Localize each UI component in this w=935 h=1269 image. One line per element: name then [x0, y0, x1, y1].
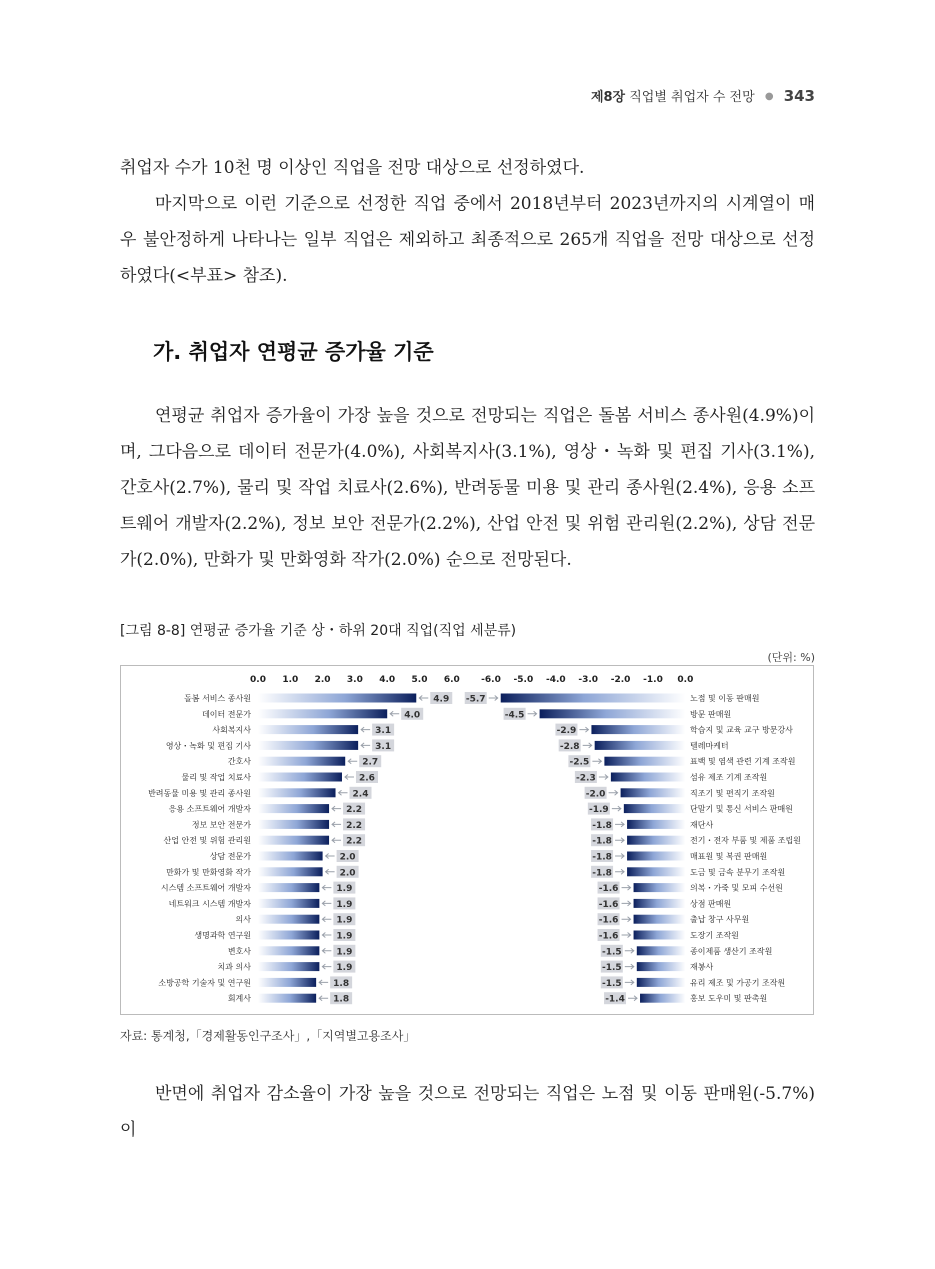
right-arrow-icon [528, 711, 537, 716]
right-axis-tick-label: -5.0 [513, 675, 534, 685]
left-data-label: 1.9 [336, 915, 353, 926]
right-data-label: -2.8 [559, 741, 580, 752]
right-axis-tick-label: -4.0 [545, 675, 566, 685]
right-arrow-icon [622, 917, 631, 922]
right-data-label: -2.0 [585, 789, 606, 800]
left-data-label: 3.1 [375, 726, 392, 737]
right-data-label: -2.3 [576, 773, 596, 784]
left-bar [258, 962, 319, 971]
left-data-label: 4.9 [433, 694, 450, 705]
left-bar [258, 836, 329, 845]
left-axis-tick-label: 4.0 [379, 675, 396, 685]
left-data-label: 1.9 [336, 947, 353, 958]
left-data-label: 1.9 [336, 931, 353, 942]
right-category-label: 표백 및 염색 관련 기계 조작원 [690, 757, 796, 767]
left-arrow-icon [322, 948, 331, 953]
right-category-label: 의복・가죽 및 모피 수선원 [690, 883, 783, 893]
right-bar [634, 915, 686, 924]
right-axis-tick-label: -3.0 [578, 675, 599, 685]
right-bar [591, 725, 685, 734]
left-arrow-icon [326, 869, 335, 874]
right-category-label: 재단사 [690, 820, 714, 830]
right-axis-tick-label: -1.0 [643, 675, 663, 685]
left-data-label: 1.8 [333, 994, 350, 1005]
left-bar [258, 899, 319, 908]
left-bar [258, 788, 336, 797]
right-data-label: -1.6 [598, 899, 619, 910]
left-data-label: 2.0 [339, 868, 356, 879]
right-category-label: 종이제품 생산기 조작원 [690, 946, 773, 956]
left-category-label: 산업 안전 및 위험 관리원 [163, 836, 251, 846]
right-bar [637, 962, 686, 971]
right-data-label: -2.9 [556, 726, 577, 737]
right-category-label: 출납 창구 사무원 [690, 915, 750, 925]
right-data-label: -1.6 [598, 915, 619, 926]
right-category-label: 재봉사 [690, 962, 714, 972]
paragraph-2: 마지막으로 이런 기준으로 선정한 직업 중에서 2018년부터 2023년까지의 시계열이 매우 불안정하게 나타나는 일부 직업은 제외하고 최종적으로 265개 직업을 전망 대상으로 선정하였다(<부표> 참조). [120, 194, 815, 286]
left-category-label: 만화가 및 만화영화 작가 [166, 867, 251, 877]
figure-source: 자료: 통계청,「경제활동인구조사」,「지역별고용조사」 [120, 1029, 416, 1043]
left-data-label: 2.2 [346, 836, 363, 847]
left-category-label: 네트워크 시스템 개발자 [168, 899, 251, 909]
left-arrow-icon [332, 838, 341, 843]
right-category-label: 유리 제조 및 가공기 조작원 [690, 978, 786, 988]
right-data-label: -1.8 [592, 852, 612, 863]
left-category-label: 생명과학 연구원 [194, 931, 251, 940]
right-data-label: -1.5 [601, 947, 622, 958]
right-bar [627, 820, 685, 829]
right-category-label: 전기・전자 부품 및 제품 조립원 [690, 836, 801, 846]
right-axis-tick-label: -2.0 [610, 675, 631, 685]
right-arrow-icon [625, 980, 634, 985]
right-bar [634, 931, 686, 940]
right-category-label: 홍보 도우미 및 판촉원 [690, 994, 768, 1004]
running-header [591, 86, 815, 105]
left-axis-tick-label: 1.0 [282, 675, 299, 685]
left-category-label: 정보 보안 전문가 [191, 820, 251, 830]
right-data-label: -1.9 [588, 805, 609, 816]
right-bar [627, 852, 685, 861]
right-arrow-icon [622, 885, 631, 890]
right-category-label: 직조기 및 편직기 조작원 [690, 788, 775, 798]
left-category-label: 사회복지사 [212, 725, 251, 735]
chart-svg [121, 666, 815, 1016]
right-axis-tick-label: 0.0 [677, 675, 694, 685]
left-data-label: 1.9 [336, 884, 353, 895]
left-arrow-icon [390, 711, 399, 716]
right-arrow-icon [489, 696, 498, 701]
right-data-label: -4.5 [504, 710, 525, 721]
page-number: 343 [783, 87, 815, 105]
right-category-label: 노점 및 이동 판매원 [690, 694, 760, 703]
left-category-label: 돌봄 서비스 종사원 [184, 694, 251, 703]
paragraph-1: 취업자 수가 10천 명 이상인 직업을 전망 대상으로 선정하였다. [120, 158, 585, 178]
left-arrow-icon [322, 917, 331, 922]
right-arrow-icon [579, 727, 588, 732]
right-arrow-icon [625, 964, 634, 969]
right-bar [595, 741, 686, 750]
right-category-label: 섬유 제조 기계 조작원 [690, 773, 768, 782]
right-data-label: -1.6 [598, 884, 619, 895]
right-data-label: -1.8 [592, 820, 612, 831]
chapter-number: 제8장 [590, 90, 626, 105]
right-bar [627, 836, 685, 845]
figure-caption: [그림 8-8] 연평균 증가율 기준 상・하위 20대 직업(직업 세분류) [120, 623, 517, 639]
left-bar [258, 915, 319, 924]
left-arrow-icon [319, 980, 328, 985]
left-data-label: 1.8 [333, 978, 350, 989]
left-category-label: 영상・녹화 및 편집 기사 [165, 741, 251, 751]
left-bar [258, 931, 319, 940]
right-data-label: -1.8 [592, 836, 612, 847]
right-bar [640, 994, 685, 1003]
left-arrow-icon [361, 743, 370, 748]
right-bar [611, 773, 686, 782]
left-data-label: 2.7 [362, 757, 379, 768]
left-category-label: 회계사 [227, 994, 251, 1004]
left-bar [258, 709, 387, 718]
left-arrow-icon [339, 790, 348, 795]
left-bar [258, 820, 329, 829]
paragraph-3: 연평균 취업자 증가율이 가장 높을 것으로 전망되는 직업은 돌봄 서비스 종사원(4.9%)이며, 그다음으로 데이터 전문가(4.0%), 사회복지사(3.1%), 영상・녹화 및 편집 기사(3.1%), 간호사(2.7%), 물리 및 작업 치료사(2.6%), 반려동물 미용 및 관리 종사원(2.4%), 응용 소프트웨어 개발자(2.2%), 정보 보안 전문가(2.2%), 산업 안전 및 위험 관리원(2.2%), 상담 전문가(2.0%), 만화가 및 만화영화 작가(2.0%) 순으로 전망된다. [120, 406, 815, 570]
left-bar [258, 867, 323, 876]
left-data-label: 4.0 [404, 710, 421, 721]
left-arrow-icon [419, 696, 428, 701]
left-arrow-icon [361, 727, 370, 732]
left-arrow-icon [322, 933, 331, 938]
left-category-label: 간호사 [227, 757, 251, 767]
right-arrow-icon [628, 996, 637, 1001]
left-bar [258, 978, 316, 987]
left-arrow-icon [322, 901, 331, 906]
right-bar [634, 883, 686, 892]
right-bar [637, 946, 686, 955]
left-data-label: 1.9 [336, 963, 353, 974]
left-bar [258, 757, 345, 766]
right-arrow-icon [612, 806, 621, 811]
left-arrow-icon [322, 964, 331, 969]
right-data-label: -1.8 [592, 868, 612, 879]
left-arrow-icon [348, 759, 357, 764]
left-data-label: 2.2 [346, 805, 363, 816]
left-axis-tick-label: 5.0 [411, 675, 428, 685]
figure-unit: (단위: %) [767, 651, 815, 664]
left-category-label: 치과 의사 [217, 962, 251, 972]
right-category-label: 단말기 및 통신 서비스 판매원 [690, 804, 793, 814]
left-data-label: 2.4 [352, 789, 369, 800]
right-data-label: -2.5 [569, 757, 590, 768]
right-category-label: 방문 판매원 [690, 709, 732, 719]
left-axis-tick-label: 2.0 [314, 675, 331, 685]
left-category-label: 물리 및 작업 치료사 [181, 773, 251, 782]
left-bar [258, 694, 416, 703]
left-bar [258, 725, 358, 734]
right-bar [604, 757, 685, 766]
right-category-label: 상점 판매원 [690, 899, 732, 909]
right-bar [624, 804, 686, 813]
left-bar [258, 852, 323, 861]
left-bar [258, 773, 342, 782]
left-category-label: 반려동물 미용 및 관리 종사원 [148, 788, 251, 798]
right-data-label: -1.6 [598, 931, 619, 942]
right-arrow-icon [615, 854, 624, 859]
left-axis-tick-label: 0.0 [250, 675, 266, 685]
left-arrow-icon [345, 775, 354, 780]
left-category-label: 데이터 전문가 [202, 709, 251, 719]
left-arrow-icon [332, 806, 341, 811]
left-bar [258, 946, 319, 955]
right-data-label: -5.7 [465, 694, 486, 705]
left-category-label: 응용 소프트웨어 개발자 [168, 804, 251, 814]
left-category-label: 의사 [235, 915, 251, 925]
separator-dot-icon: ● [764, 91, 774, 102]
left-data-label: 2.2 [346, 820, 363, 831]
left-data-label: 1.9 [336, 899, 353, 910]
left-arrow-icon [332, 822, 341, 827]
right-bar [621, 788, 686, 797]
right-category-label: 도금 및 금속 분무기 조작원 [690, 867, 786, 877]
right-bar [637, 978, 686, 987]
right-category-label: 학습지 및 교육 교구 방문강사 [690, 725, 793, 735]
right-arrow-icon [592, 759, 601, 764]
right-arrow-icon [615, 822, 624, 827]
right-data-label: -1.4 [605, 994, 625, 1005]
left-bar [258, 741, 358, 750]
left-bar [258, 883, 319, 892]
left-category-label: 시스템 소프트웨어 개발자 [160, 883, 251, 893]
right-bar [634, 899, 686, 908]
left-arrow-icon [319, 996, 328, 1001]
right-arrow-icon [609, 790, 618, 795]
right-arrow-icon [622, 901, 631, 906]
paragraph-4: 반면에 취업자 감소율이 가장 높을 것으로 전망되는 직업은 노점 및 이동 판매원(-5.7%)이 [120, 1084, 815, 1140]
right-category-label: 매표원 및 복권 판매원 [690, 852, 768, 861]
left-axis-tick-label: 6.0 [443, 675, 460, 685]
right-arrow-icon [615, 869, 624, 874]
chart-container [120, 665, 814, 1015]
right-arrow-icon [599, 775, 608, 780]
section-title: 가. 취업자 연평균 증가율 기준 [153, 340, 434, 364]
left-bar [258, 994, 316, 1003]
right-arrow-icon [615, 838, 624, 843]
right-bar [540, 709, 686, 718]
left-data-label: 2.6 [359, 773, 375, 784]
right-data-label: -1.5 [601, 978, 622, 989]
right-data-label: -1.5 [601, 963, 622, 974]
left-data-label: 2.0 [339, 852, 356, 863]
left-arrow-icon [326, 854, 335, 859]
right-category-label: 텔레마케터 [690, 741, 729, 751]
right-axis-tick-label: -6.0 [481, 675, 501, 685]
right-arrow-icon [583, 743, 592, 748]
left-category-label: 변호사 [227, 946, 251, 956]
right-arrow-icon [625, 948, 634, 953]
right-arrow-icon [622, 933, 631, 938]
right-bar [501, 694, 686, 703]
chapter-title: 직업별 취업자 수 전망 [629, 90, 755, 105]
left-category-label: 소방공학 기술자 및 연구원 [158, 978, 251, 988]
right-category-label: 도장기 조작원 [690, 931, 739, 940]
left-category-label: 상담 전문가 [209, 852, 251, 861]
right-bar [627, 867, 685, 876]
left-axis-tick-label: 3.0 [346, 675, 363, 685]
left-bar [258, 804, 329, 813]
left-arrow-icon [322, 885, 331, 890]
left-data-label: 3.1 [375, 741, 392, 752]
